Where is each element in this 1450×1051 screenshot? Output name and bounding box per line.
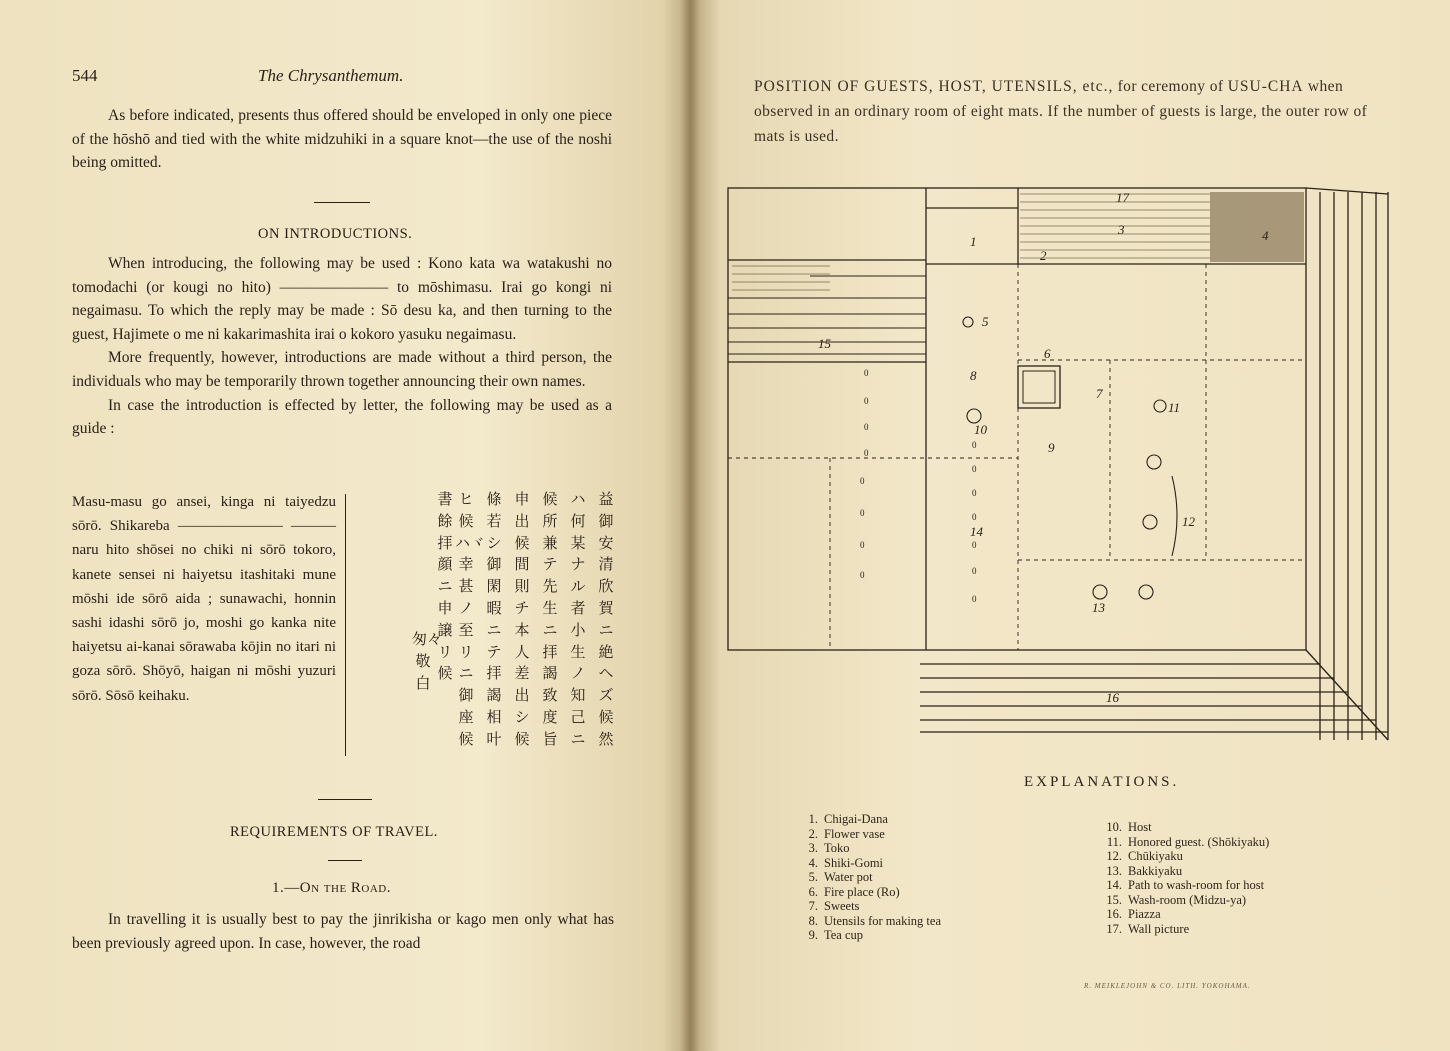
list-item: 5. Water pot xyxy=(808,870,873,884)
kanji-column: 匆々敬白 xyxy=(412,632,443,692)
left-page xyxy=(0,0,690,1051)
list-item: 8. Utensils for making tea xyxy=(808,913,941,928)
list-item: 17. Wall picture xyxy=(1106,921,1190,936)
svg-text:0: 0 xyxy=(860,508,865,518)
list-item: 6. Fire place (Ro) xyxy=(808,884,900,899)
svg-text:0: 0 xyxy=(972,540,977,550)
svg-text:0: 0 xyxy=(860,476,865,486)
section-heading-travel: REQUIREMENTS OF TRAVEL. xyxy=(230,824,438,840)
list-item: 4. Shiki-Gomi xyxy=(808,855,884,870)
plan-label: 1 xyxy=(970,234,977,249)
svg-text:0: 0 xyxy=(864,396,869,406)
list-item: 13. Bakkiyaku xyxy=(1106,863,1183,878)
section-divider xyxy=(314,202,370,203)
plan-label: 4 xyxy=(1262,228,1269,243)
plan-label: 5 xyxy=(982,314,989,329)
section-heading-introductions: ON INTRODUCTIONS. xyxy=(258,226,413,242)
explanations-title: EXPLANATIONS. xyxy=(1024,774,1180,790)
host-marker xyxy=(967,409,981,423)
plan-label: 17 xyxy=(1116,190,1129,205)
svg-text:0: 0 xyxy=(972,594,977,604)
guest-marker xyxy=(1147,455,1161,469)
list-item: 9. Tea cup xyxy=(808,928,864,942)
guest-marker xyxy=(1139,585,1153,599)
svg-text:0: 0 xyxy=(972,440,977,450)
plan-label: 3 xyxy=(1118,222,1125,237)
list-item: 11. Honored guest. (Shōkiyaku) xyxy=(1106,834,1270,849)
explanations-list-right xyxy=(1100,820,1269,936)
tea-room-floor-plan xyxy=(720,180,1420,750)
svg-text:0: 0 xyxy=(972,464,977,474)
column-divider xyxy=(345,494,346,756)
paragraph: In case the introduction is effected by letter, the following may be used as a guide : xyxy=(72,396,612,438)
water-pot xyxy=(963,317,973,327)
plan-label: 2 xyxy=(1040,248,1047,263)
plan-label: 6 xyxy=(1044,346,1051,361)
plan-label: 8 xyxy=(970,368,977,383)
paragraph: When introducing, the following may be used : Kono kata wa watakushi no tomodachi (or kougi no hito) ——————— to mōshimasu. Irai go kongi ni negaimasu. To which the reply may be made : Sō desu ka, and then turning to the guest, Hajimete o me ni kakarimashita irai o kokoro yasuku negaimasu. xyxy=(72,255,612,343)
kanji-column: 候所兼テ先生ニ拝謁致度旨 xyxy=(542,492,558,748)
shiki-gomi-area xyxy=(1210,192,1304,262)
section-divider xyxy=(318,799,372,800)
list-item: 15. Wash-room (Midzu-ya) xyxy=(1106,892,1247,907)
list-item: 7. Sweets xyxy=(808,899,860,913)
travel-text xyxy=(72,908,614,955)
svg-text:0: 0 xyxy=(972,566,977,576)
running-title: The Chrysanthemum. xyxy=(258,66,404,85)
introductions-text xyxy=(72,252,612,441)
plan-label: 7 xyxy=(1096,386,1103,401)
paragraph: More frequently, however, introductions are made without a third person, the individuals who may be temporarily thrown together announcing their own names. xyxy=(72,349,612,390)
kanji-column: 條若シ御閑暇ニテ拝謁相叶 xyxy=(486,492,502,748)
fire-place xyxy=(1018,366,1060,408)
book-gutter xyxy=(680,0,700,1051)
page-number: 544 xyxy=(72,66,98,85)
honored-guest-marker xyxy=(1154,400,1166,412)
plan-label: 9 xyxy=(1048,440,1055,455)
plan-label: 12 xyxy=(1182,514,1195,529)
kanji-column: 益御安清欣賀ニ絶ヘズ候然 xyxy=(598,492,614,748)
svg-text:0: 0 xyxy=(860,540,865,550)
lithographer-imprint: R. MEIKLEJOHN & CO. LITH. YOKOHAMA. xyxy=(1084,982,1251,990)
list-item: 12. Chūkiyaku xyxy=(1106,849,1183,863)
guest-bracket xyxy=(1172,476,1177,556)
list-item: 14. Path to wash-room for host xyxy=(1106,878,1265,892)
bakkiyaku-marker xyxy=(1093,585,1107,599)
plate-caption: POSITION OF GUESTS, HOST, UTENSILS, etc., for ceremony of USU-CHA when observed in an ordinary room of eight mats. If the number of guests is large, the outer row of mats is used. xyxy=(754,78,1368,145)
subheading-on-the-road: 1.—On the Road. xyxy=(272,880,391,896)
paragraph: In travelling it is usually best to pay the jinrikisha or kago men only what has been previously agreed upon. In case, however, the road xyxy=(72,911,614,952)
explanations-list-left xyxy=(796,812,941,943)
list-item: 1. Chigai-Dana xyxy=(808,812,888,826)
plan-label: 14 xyxy=(970,524,983,539)
caption-usu-cha: USU-CHA xyxy=(1227,78,1304,95)
list-item: 3. Toko xyxy=(808,841,850,855)
section-divider-small xyxy=(328,860,362,861)
svg-text:0: 0 xyxy=(972,488,977,498)
plan-label: 13 xyxy=(1092,600,1105,615)
caption-lead: POSITION OF GUESTS, HOST, UTENSILS, etc., xyxy=(754,78,1114,95)
list-item: 10. Host xyxy=(1106,820,1152,834)
svg-text:0: 0 xyxy=(972,512,977,522)
plan-label: 15 xyxy=(818,336,831,351)
svg-text:0: 0 xyxy=(860,570,865,580)
guest-marker xyxy=(1143,515,1157,529)
kanji-column: ヒ候ハヾ幸甚ノ至リニ御座候 xyxy=(455,492,486,748)
intro-paragraph-block xyxy=(72,104,612,175)
kanji-column: 申出候間則チ本人差出シ候 xyxy=(514,492,530,748)
letter-kanji xyxy=(412,490,617,760)
list-item: 16. Piazza xyxy=(1106,907,1161,921)
plan-label: 11 xyxy=(1168,400,1181,415)
intro-paragraph: As before indicated, presents thus offered should be enveloped in only one piece of the hōshō and tied with the white midzuhiki in a square knot—the use of the noshi being omitted. xyxy=(72,107,612,172)
list-item: 2. Flower vase xyxy=(808,826,885,841)
svg-text:0: 0 xyxy=(864,368,869,378)
plan-label: 16 xyxy=(1106,690,1119,705)
letter-romaji: Masu-masu go ansei, kinga ni taiyedzu sōrō. Shikareba ——————— ——— naru hito shōsei no chiki ni sōrō tokoro, kanete sensei ni haiyetsu itashitaki mune mōshi ide sōrō aida ; sunawachi, honnin sashi idashi sōrō jo, moshi go kanka nite haiyetsu ai-kanai sōrawaba kōjin no itari ni goza sōrō. Shōyō, haigan ni mōshi yuzuri sōrō. Sōsō keihaku. xyxy=(72,494,336,704)
plan-label: 10 xyxy=(974,422,987,437)
svg-text:0: 0 xyxy=(864,422,869,432)
svg-text:0: 0 xyxy=(864,448,869,458)
kanji-column: ハ何某ナル者小生ノ知己ニ xyxy=(570,492,586,748)
kanji-column: 書餘拝顔ニ申譲リ候 xyxy=(437,492,453,683)
